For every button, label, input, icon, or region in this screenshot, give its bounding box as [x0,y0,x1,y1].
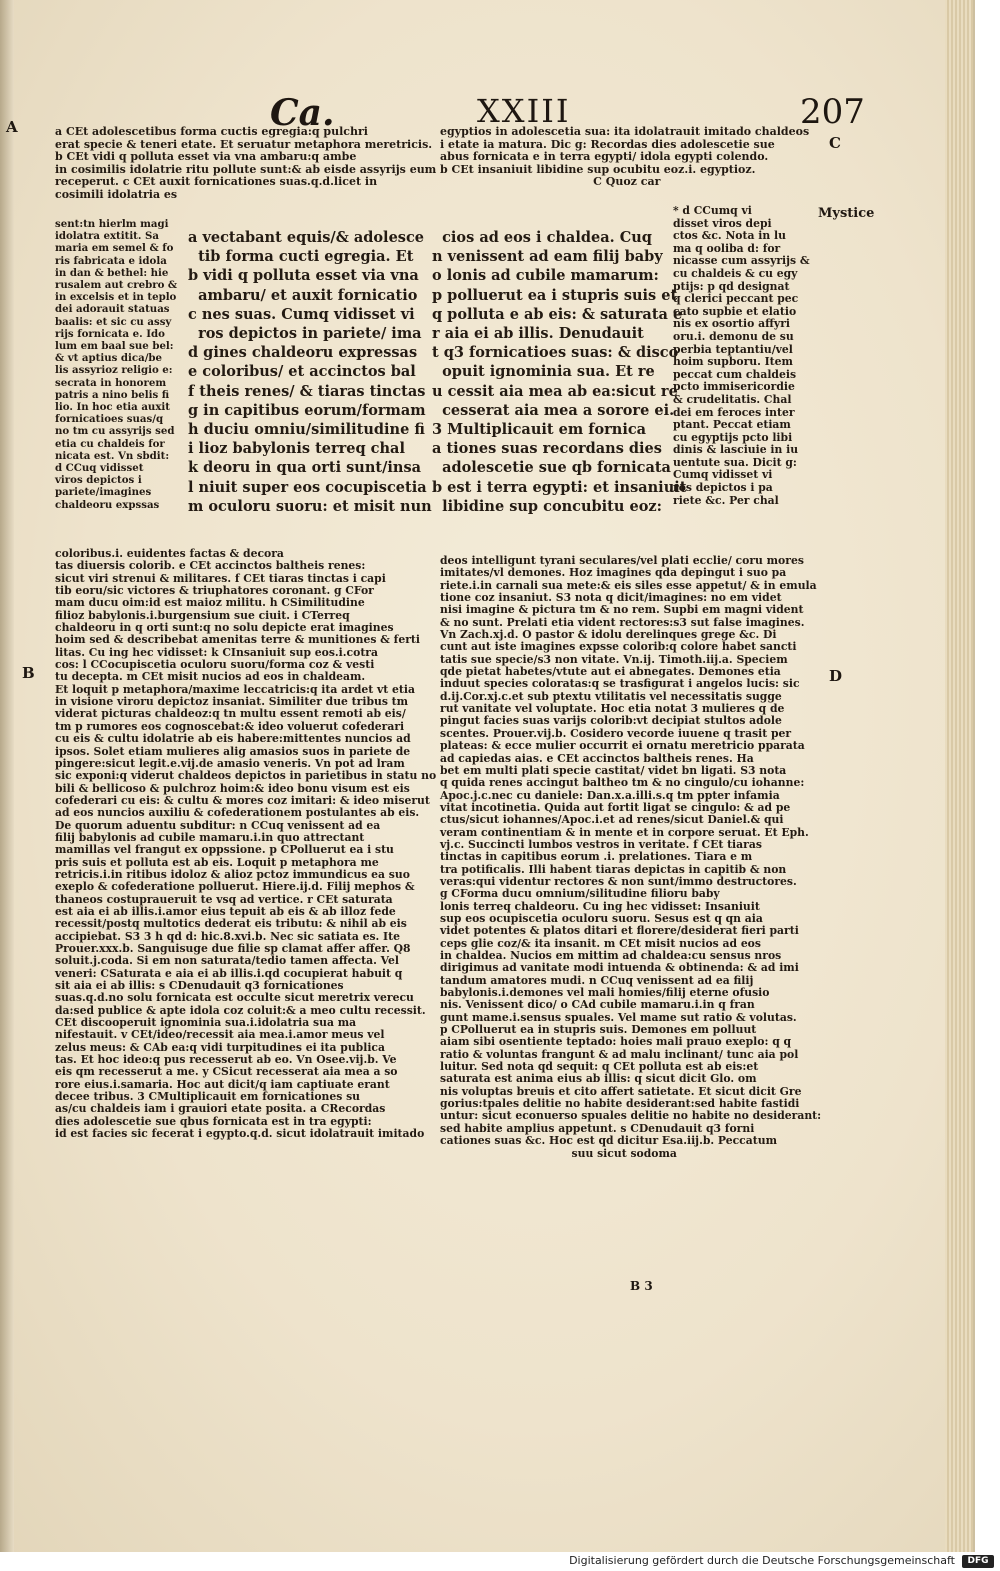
margin-letter-c: C [829,134,841,152]
funding-notice: Digitalisierung gefördert durch die Deutsche Forschungsgemeinschaft [569,1554,955,1567]
main-text-right-column: cios ad eos i chaldea. Cuq n venissent ad eam filij baby o lonis ad cubile mamarum: p polluerut ea i stupris suis et q polluta e ab eis: & saturata e r aia ei ab illis. Denudauit t q3 fornicatioes suas: & disco opuit ignominia sua. Et re u cessit aia mea ab ea:sicut re cesserat aia mea a sorore ei. 3 Multiplicauit em fornica a tiones suas recordans dies adolescetie sue qb fornicata b est i terra egypti: et insaniuit libidine sup concubitu eoz: [432,229,687,515]
margin-letter-a: A [6,118,18,136]
dfg-logo: DFG [962,1555,994,1568]
main-text-left-column: a vectabant equis/& adolesce tib forma cucti egregia. Et b vidi q polluta esset via vna ambaru/ et auxit fornicatio c nes suas. Cumq vidisset vi ros depictos in pariete/ ima d gines chaldeoru expressas e coloribus/ et accinctos bal f theis renes/ & tiaras tinctas g in capitibus eorum/formam h duciu omniu/similitudine fi i lioz babylonis terreq chal k deoru in qua orti sunt/insa l niuit super eos cocupiscetia m oculoru suoru: et misit nun [188,229,432,515]
gloss-mystice: * d CCumq vi disset viros depi ctos &c. Nota in lu ma q ooliba d: for nicasse cum assyrijs & cu chaldeis & cu egy ptijs: p qd designat q clerici peccant pec cato supbie et elatio nis ex osortio affyri oru.i. demonu de su perbia teptantiu/vel hoim supboru. Item peccat cum chaldeis pcto immisericordie & crudelitatis. Chal dei em feroces inter ptant. Peccat etiam cu egyptijs pcto libi dinis & lasciuie in iu uentute sua. Dicit g: Cumq vidisset vi ros depictos i pa riete &c. Per chal [673,204,810,507]
gloss-bottom-left: coloribus.i. euidentes factas & decora tas diuersis colorib. e CEt accinctos baltheis renes: sicut viri strenui & militares. f CEt tiaras tinctas i capi tib eoru/sic victores & triuphatores coronant. g CFor mam ducu oim:id est maioz militu. h CSimilitudine filioz babylonis.i.burgensium sue ciuit. i CTerreq chaldeoru in q orti sunt:q no solu depicte erat imagines hoim sed & describebat amenitas terre & munitiones & ferti litas. Cu ing hec vidisset: k CInsaniuit sup eos.i.cotra cos: l CCocupiscetia oculoru suoru/forma coz & vesti tu decepta. m CEt misit nucios ad eos in chaldeam. Et loquit p metaphora/maxime leccatricis:q ita ardet vt etia in visione viroru depictoz insaniat. Similiter due tribus tm viderat picturas chaldeoz:q tn multu essent remoti ab eis/ tm p rumores eos cognoscebat:& ideo voluerut cofederari cu eis & cultu idolatrie ab eis habere:mittentes nuncios ad ipsos. Solet etiam mulieres alig amasios suos in pariete de pingere:sicut legit.e.vij.de amasio veneris. Vn pot ad lram sic exponi:q viderut chaldeos depictos in parietibus in statu no bili & bellicoso & pulchroz hoim:& ideo bonu visum est eis cofederari cu eis: & cultu & mores coz imitari: & ideo miserut ad eos nuncios auxiliu & cofederationem postulantes ab eis. De quorum aduentu subditur: n CCuq venissent ad ea filij babylonis ad cubile mamaru.i.in quo attrectant mamillas vel frangut ex oppssione. p CPolluerut ea i stu pris suis et polluta est ab eis. Loquit p metaphora me retricis.i.in ritibus idoloz & alioz pctoz immundicus ea suo exeplo & cofederatione polluerut. Hiere.ij.d. Filij mephos & thaneos costupraueruit te vsq ad vertice. r CEt saturata est aia ei ab illis.i.amor eius tepuit ab eis & ab illoz fede recessit/postq multotics dederat eis tributu: & nihil ab eis accipiebat. S3 3 h qd d: hic.8.xvi.b. Nec sic satiata es. Ite Prouer.xxx.b. Sanguisuge due filie sp clamat affer affer. Q8 soluit.j.coda. Si em non saturata/tedio tamen affecta. Vel veneri: CSaturata e aia ei ab illis.i.qd cocupierat habuit q sit aia ei ab illis: s CDenudauit q3 fornicationes suas.q.d.no solu fornicata est occulte sicut meretrix verecu da:sed publice & apte idola coz coluit:& a meo cultu recessit. CEt discooperuit ignominia sua.i.idolatria sua ma nifestauit. v CEt/ideo/recessit aia mea.i.amor meus vel zelus meus: & CAb ea:q vidi turpitudines ei ita publica tas. Et hoc ideo:q pus recesserut ab eo. Vn Osee.vij.b. Ve eis qm recesserut a me. y CSicut recesserat aia mea a so rore eius.i.samaria. Hoc aut dicit/q iam captiuate erant decee tribus. 3 CMultiplicauit em fornicationes su as/cu chaldeis iam i grauiori etate posita. a CRecordas dies adolescetie sue qbus fornicata est in tra egypti: id est facies sic fecerat i egypto.q.d. sicut idolatrauit imitado [55,547,437,1141]
signature-mark: B 3 [630,1279,653,1293]
margin-letter-d: D [829,667,843,685]
running-head-number: XXIII [477,92,571,130]
margin-note-mystice: Mystice [818,206,875,221]
page-edge [945,0,973,1552]
folio-number: 207 [800,92,865,132]
binding-gutter [0,0,14,1552]
gloss-top-left: a CEt adolescetibus forma cuctis egregia:q pulchri erat specie & teneri etate. Et seruatur metaphora meretricis. b CEt vidi q polluta esset via vna ambaru:q ambe in cosimilis idolatrie ritu pollute sunt:& ab eisde assyrijs eum receperut. c CEt auxit fornicationes suas.q.d.licet in cosimili idolatria es [55,125,437,201]
margin-letter-b: B [22,664,35,682]
gloss-bottom-right: deos intelligunt tyrani seculares/vel plati ecclie/ coru mores imitates/vl demones. Hoz imagines qda depingut i suo pa riete.i.in carnali sua mete:& eis siles esse appetut/ & in emula tione coz insaniut. S3 nota q dicit/imagines: no em videt nisi imagine & pictura tm & no rem. Supbi em magni vident & no sunt. Prelati etia vident rectores:s3 sut false imagines. Vn Zach.xj.d. O pastor & idolu derelinques grege &c. Di cunt aut iste imagines expsse colorib:q colore habet sancti tatis sue specie/s3 non vitate. Vn.ij. Timoth.iij.a. Speciem qde pietat habetes/vtute aut ei abnegates. Demones etia induut species coloratas:q se trasfigurat i angelos lucis: sic d.ij.Cor.xj.c.et sub ptextu vtilitatis vel necessitatis sugge rut vanitate vel voluptate. Hoc etia notat 3 mulieres q de pingut facies suas varijs colorib:vt decipiat stultos adole scentes. Prouer.vij.b. Cosidero vecorde iuuene q trasit per plateas: & ecce mulier occurrit ei ornatu meretricio pparata ad capiedas aias. e CEt accinctos baltheis renes. Ha bet em multi plati specie castitat/ videt bn ligati. S3 nota q quida renes accingut baltheo tm & no cingulo/cu iohanne: Apoc.j.c.nec cu daniele: Dan.x.a.illi.s.q tm ppter infamia vitat incotinetia. Quida aut fortit ligat se cingulo: & ad pe ctus/sicut iohannes/Apoc.i.et ad renes/sicut Daniel.& qui veram continentiam & in mente et in corpore seruat. Et Eph. vj.c. Succincti lumbos vestros in veritate. f CEt tiaras tinctas in capitibus eorum .i. prelationes. Tiara e m tra potificalis. Illi habent tiaras depictas in capitib & non veras:qui videntur rectores & non sunt/immo destructores. g CForma ducu omnium/silitudine filioru baby lonis terreq chaldeoru. Cu ing hec vidisset: Insaniuit sup eos ocupiscetia oculoru suoru. Sesus est q qn aia videt potentes & platos ditari et florere/desiderat fieri parti ceps glie coz/& ita insanit. m CEt misit nucios ad eos in chaldea. Nucios em mittim ad chaldea:cu sensus nros dirigimus ad vanitate modi intuenda & obtinenda: & ad imi tandum amatores mudi. n CCuq venissent ad ea filij babylonis.i.demones vel mali homies/filij eterne ofusio nis. Venissent dico/ o CAd cubile mamaru.i.in q fran gunt mame.i.sensus spuales. Vel mame sut ratio & volutas. p CPolluerut ea in stupris suis. Demones em polluut aiam sibi osentiente teptado: hoies mali prauo exeplo: q q ratio & voluntas frangunt & ad malu inclinant/ tunc aia pol luitur. Sed nota qd sequit: q CEt polluta est ab eis:et saturata est anima eius ab illis: q sicut dicit Glo. om nis voluptas breuis et cito affert satietate. Et sicut dicit Gre gorius:tpales delitie no habite desiderant:sed habite fastidi untur: sicut econuerso spuales delitie no habite no desiderant: sed habite amplius appetunt. s CDenudauit q3 forni cationes suas &c. Hoc est qd dicitur Esa.iij.b. Peccatum suu sicut sodoma [440,554,822,1160]
footer-bar [0,1552,1000,1571]
running-head-chapter: Ca. [270,92,335,134]
gloss-left-margin: sent:tn hierlm magi idolatra extitit. Sa maria em semel & fo ris fabricata e idola in dan & bethel: hie rusalem aut crebro & in excelsis et in teplo dei adorauit statuas baalis: et sic cu assy rijs fornicata e. Ido lum em baal sue bel: & vt aptius dica/be lis assyrioz religio e: secrata in honorem patris a nino belis fi lio. In hoc etia auxit fornicatioes suas/q no tm cu assyrijs sed etia cu chaldeis for nicata est. Vn sbdit: d CCuq vidisset viros depictos i pariete/imagines chaldeoru expssas [55,218,178,511]
gloss-top-right: egyptios in adolescetia sua: ita idolatrauit imitado chaldeos i etate ia matura. Dic g: Recordas dies adolescetie sue abus fornicata e in terra egypti/ idola egypti colendo. b CEt insaniuit libidine sup ocubitu eoz.i. egyptioz. C Quoz car [440,125,810,188]
